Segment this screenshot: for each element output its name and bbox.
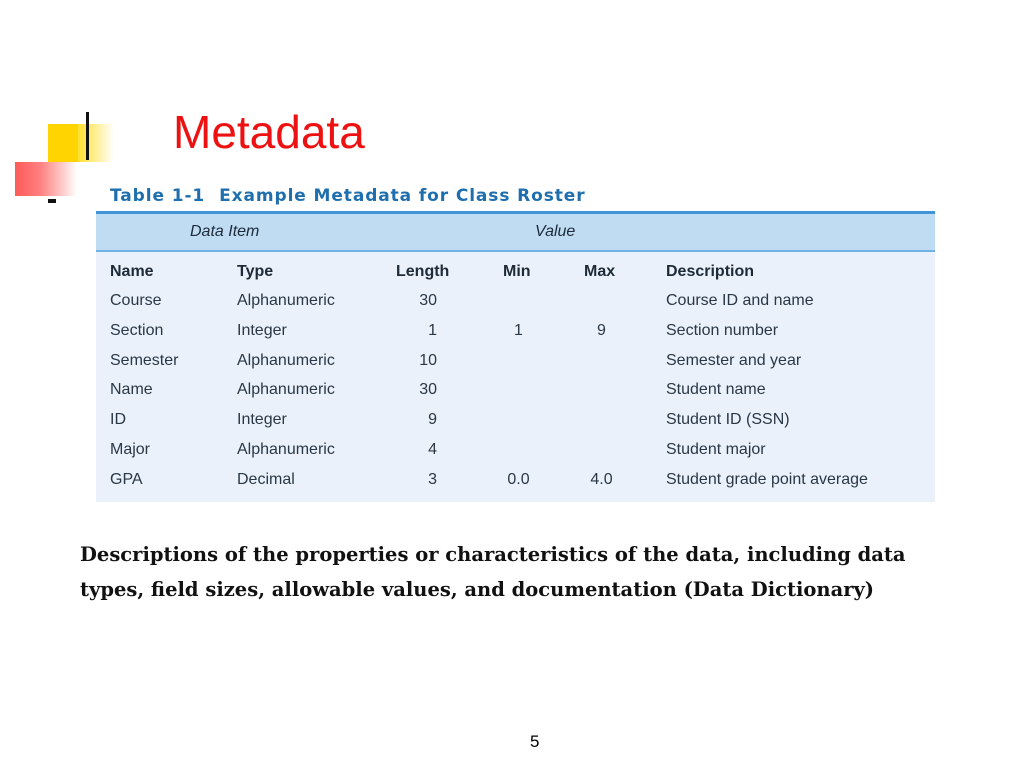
table-caption-title: Example Metadata for Class Roster — [219, 186, 586, 206]
group-header-data-item: Data Item — [190, 223, 260, 240]
cell-type: Alphanumeric — [237, 441, 335, 458]
metadata-table — [96, 211, 935, 502]
cell-description: Student name — [666, 381, 766, 399]
cell-name: Course — [110, 292, 162, 309]
cell-description: Section number — [666, 321, 779, 339]
decor-vertical-line — [86, 112, 89, 160]
cell-description: Student grade point average — [666, 470, 868, 488]
cell-length: 4 — [428, 441, 437, 458]
cell-length: 30 — [419, 292, 437, 309]
decor-dash — [48, 199, 56, 203]
cell-length: 1 — [428, 321, 437, 339]
cell-type: Integer — [237, 411, 287, 429]
slide-title: Metadata — [173, 106, 365, 158]
cell-type: Integer — [237, 321, 287, 339]
column-header-description: Description — [666, 263, 755, 280]
column-header-max: Max — [584, 263, 616, 280]
cell-max: 9 — [597, 321, 606, 339]
group-header-value: Value — [535, 223, 576, 240]
column-header-name: Name — [110, 263, 154, 280]
cell-name: Major — [110, 441, 151, 458]
cell-description: Student major — [666, 441, 766, 458]
column-header-type: Type — [237, 263, 274, 280]
column-header-min: Min — [503, 263, 531, 280]
cell-min: 0.0 — [507, 470, 530, 488]
table-caption-number: Table 1-1 — [110, 186, 206, 206]
cell-name: GPA — [110, 470, 143, 488]
cell-length: 10 — [419, 351, 437, 369]
cell-length: 30 — [419, 381, 437, 399]
table-caption — [110, 186, 586, 206]
cell-type: Alphanumeric — [237, 381, 335, 399]
cell-type: Alphanumeric — [237, 292, 335, 309]
cell-max: 4.0 — [590, 470, 613, 488]
cell-type: Alphanumeric — [237, 351, 335, 369]
cell-description: Semester and year — [666, 351, 802, 369]
cell-type: Decimal — [237, 470, 295, 488]
cell-length: 9 — [428, 411, 437, 429]
table-group-header — [96, 214, 935, 252]
cell-min: 1 — [514, 321, 523, 339]
page-number: 5 — [530, 732, 540, 751]
body-paragraph: Descriptions of the properties or characteristics of the data, including data types, field sizes, allowable values, and documentation (Data Dictionary) — [80, 543, 906, 601]
cell-length: 3 — [428, 470, 437, 488]
cell-description: Student ID (SSN) — [666, 411, 790, 429]
cell-name: ID — [110, 411, 126, 429]
column-header-length: Length — [396, 263, 450, 280]
cell-description: Course ID and name — [666, 292, 814, 309]
cell-name: Semester — [110, 351, 179, 369]
decor-red-block — [15, 162, 77, 196]
cell-name: Name — [110, 381, 153, 399]
decor-yellow-square — [48, 124, 78, 162]
cell-name: Section — [110, 321, 164, 339]
